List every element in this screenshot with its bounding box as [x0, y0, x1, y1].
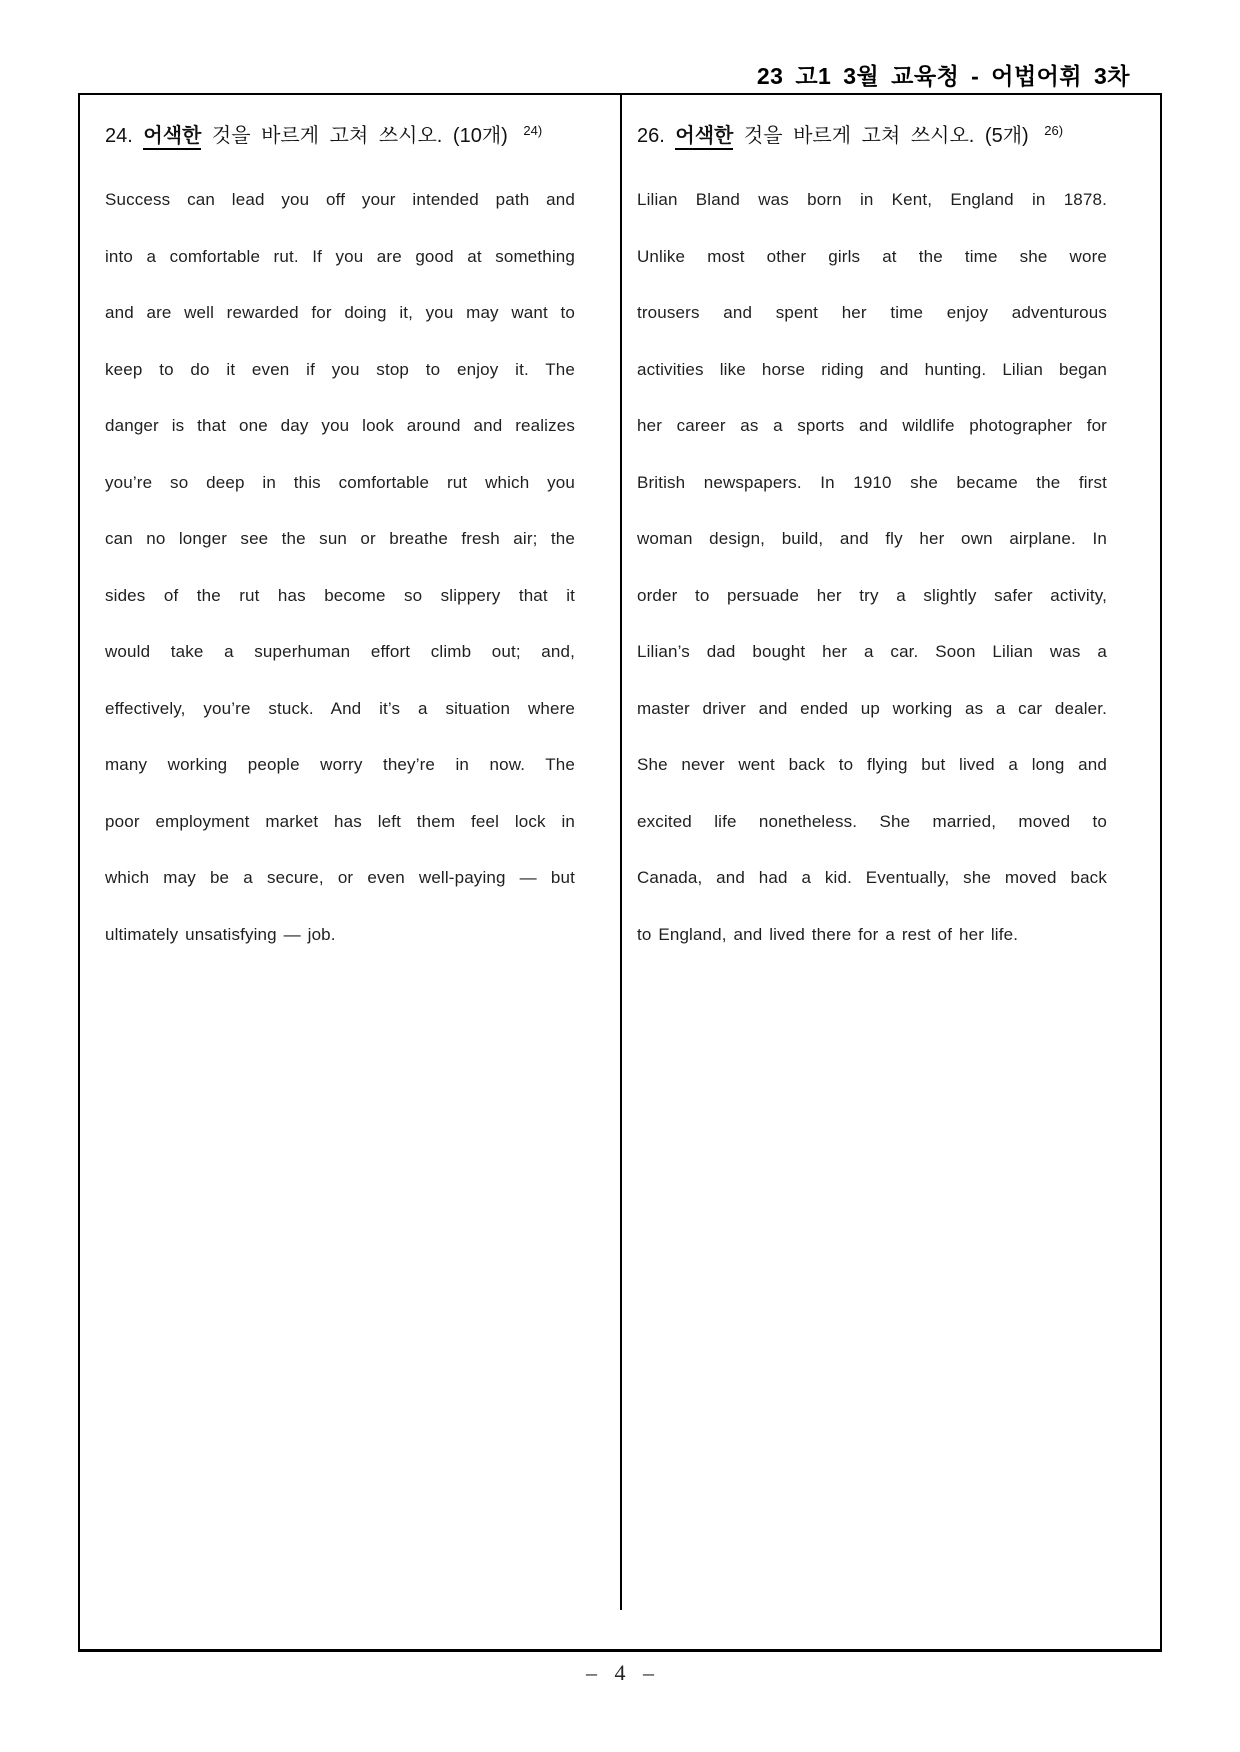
- passage-line: you’re so deep in this comfortable rut which you: [105, 472, 575, 492]
- question-count: (10개): [452, 125, 508, 147]
- passage-line: poor employment market has left them feel lock in: [105, 811, 575, 831]
- passage-line: sides of the rut has become so slippery that it: [105, 585, 575, 605]
- passage-line: many working people worry they’re in now. The: [105, 755, 575, 774]
- column-divider: [620, 95, 622, 1610]
- question-number: 24.: [105, 125, 133, 147]
- passage-line: Canada, and had a kid. Eventually, she moved back: [637, 868, 1107, 887]
- passage-line: which may be a secure, or even well-paying — but: [105, 868, 575, 887]
- passage-line: activities like horse riding and hunting. Lilian began: [637, 359, 1107, 379]
- passage-line: Lilian Bland was born in Kent, England in 1878.: [637, 190, 1107, 209]
- content-box: [78, 93, 1162, 1652]
- question-24-column: [105, 95, 575, 963]
- passage-line: keep to do it even if you stop to enjoy it. The: [105, 359, 575, 379]
- passage-line: to England, and lived there for a rest of her life.: [637, 924, 1019, 944]
- passage-line: order to persuade her try a slightly safer activity,: [637, 585, 1107, 605]
- question-prompt: 것을 바르게 고쳐 쓰시오.: [211, 125, 443, 147]
- question-footnote-ref: 26): [1044, 123, 1064, 138]
- question-footnote-ref: 24): [523, 123, 543, 138]
- passage-line: ultimately unsatisfying — job.: [105, 924, 336, 944]
- question-number: 26.: [637, 125, 665, 147]
- question-keyword: 어색한: [143, 125, 201, 150]
- passage-line: Lilian’s dad bought her a car. Soon Lilian was a: [637, 642, 1107, 661]
- page-header-title: 23 고1 3월 교육청 - 어법어휘 3차: [756, 63, 1130, 89]
- question-24-header: [105, 119, 575, 148]
- passage-line: Unlike most other girls at the time she wore: [637, 246, 1107, 266]
- passage-line: woman design, build, and fly her own airplane. In: [637, 529, 1107, 548]
- question-count: (5개): [984, 125, 1029, 147]
- passage-line: would take a superhuman effort climb out; and,: [105, 642, 575, 661]
- passage-line: effectively, you’re stuck. And it’s a situation where: [105, 698, 575, 718]
- passage-line: into a comfortable rut. If you are good at something: [105, 246, 575, 266]
- passage-line: danger is that one day you look around and realizes: [105, 416, 575, 435]
- question-26-passage: [637, 172, 1107, 963]
- question-24-passage: [105, 172, 575, 963]
- passage-line: master driver and ended up working as a car dealer.: [637, 698, 1107, 718]
- question-26-header: [637, 119, 1107, 148]
- passage-line: and are well rewarded for doing it, you may want to: [105, 303, 575, 322]
- question-prompt: 것을 바르게 고쳐 쓰시오.: [743, 125, 975, 147]
- passage-line: Success can lead you off your intended path and: [105, 190, 575, 209]
- passage-line: She never went back to flying but lived a long and: [637, 755, 1107, 774]
- question-keyword: 어색한: [675, 125, 733, 150]
- passage-line: trousers and spent her time enjoy adventurous: [637, 303, 1107, 322]
- passage-line: British newspapers. In 1910 she became the first: [637, 472, 1107, 492]
- page-number: – 4 –: [586, 1660, 654, 1685]
- question-26-column: [637, 95, 1107, 963]
- passage-line: her career as a sports and wildlife photographer for: [637, 416, 1107, 435]
- passage-line: can no longer see the sun or breathe fresh air; the: [105, 529, 575, 548]
- passage-line: excited life nonetheless. She married, moved to: [637, 811, 1107, 831]
